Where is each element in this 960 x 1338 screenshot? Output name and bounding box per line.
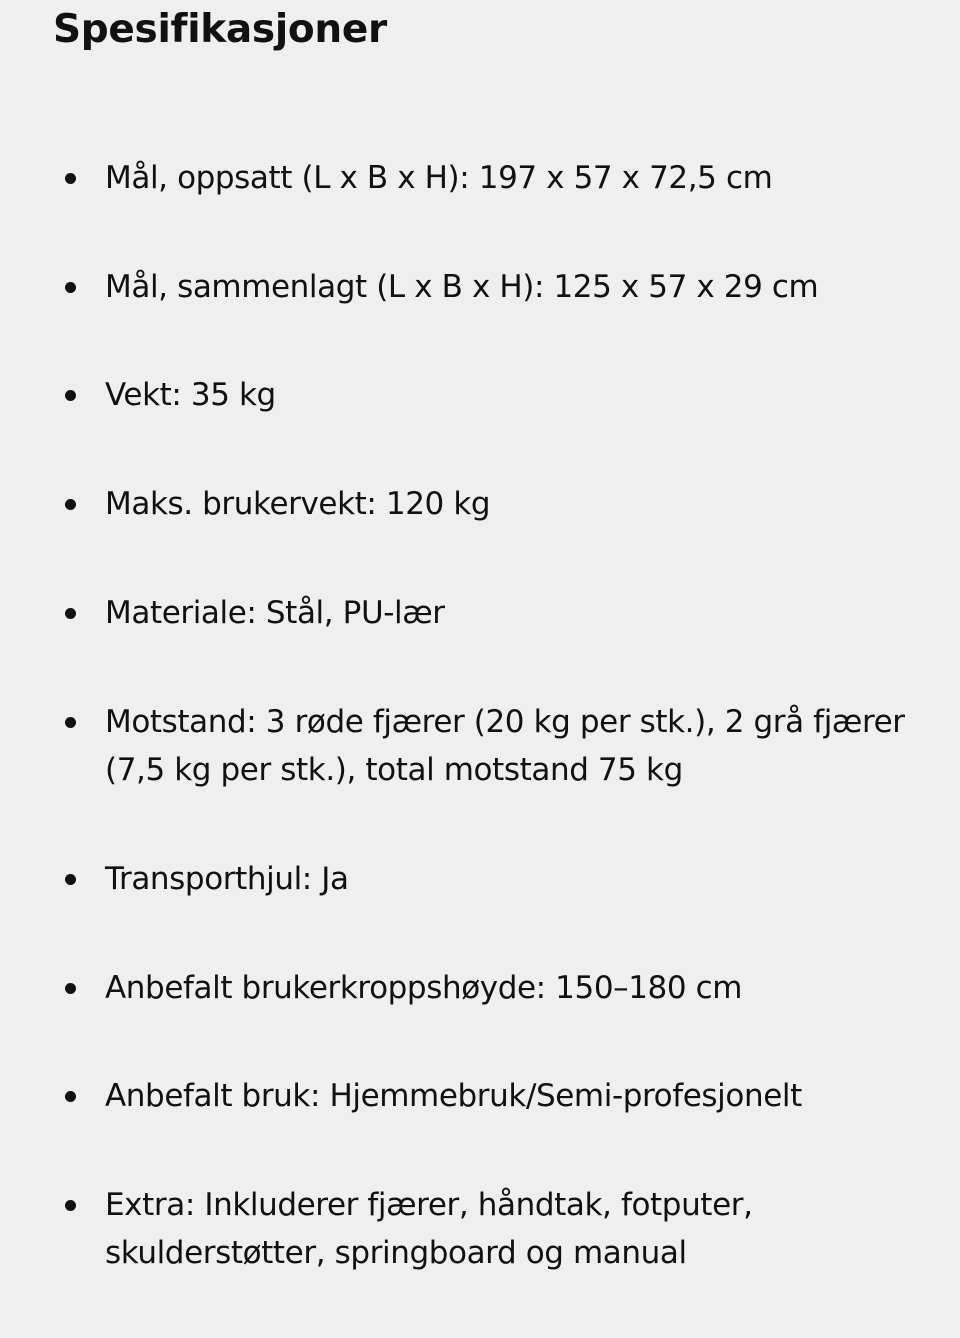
spec-text: Maks. brukervekt: 120 kg <box>105 486 491 522</box>
spec-text: Extra: Inkluderer fjærer, håndtak, fotputer, skulderstøtter, springboard og manual <box>105 1187 753 1271</box>
bullet-icon <box>65 499 76 510</box>
spec-text: Motstand: 3 røde fjærer (20 kg per stk.), 2 grå fjærer (7,5 kg per stk.), total motstand 75 kg <box>105 704 905 788</box>
bullet-icon <box>65 874 76 885</box>
spec-text: Vekt: 35 kg <box>105 377 276 413</box>
list-item <box>105 1072 925 1120</box>
bullet-icon <box>65 1200 76 1211</box>
list-item <box>105 371 925 419</box>
bullet-icon <box>65 282 76 293</box>
bullet-icon <box>65 717 76 728</box>
spec-text: Anbefalt brukerkroppshøyde: 150–180 cm <box>105 970 743 1006</box>
spec-text: Mål, oppsatt (L x B x H): 197 x 57 x 72,5 cm <box>105 160 773 196</box>
list-item <box>105 480 925 528</box>
list-item <box>105 154 925 202</box>
spec-text: Anbefalt bruk: Hjemmebruk/Semi-profesjonelt <box>105 1078 802 1114</box>
bullet-icon <box>65 1091 76 1102</box>
list-item <box>105 855 925 903</box>
section-title: Spesifikasjoner <box>53 7 387 52</box>
spec-text: Transporthjul: Ja <box>105 861 349 897</box>
bullet-icon <box>65 390 76 401</box>
spec-text: Mål, sammenlagt (L x B x H): 125 x 57 x 29 cm <box>105 269 819 305</box>
list-item <box>105 698 925 794</box>
spec-text: Materiale: Stål, PU-lær <box>105 595 445 631</box>
bullet-icon <box>65 608 76 619</box>
list-item <box>105 964 925 1012</box>
list-item <box>105 589 925 637</box>
list-item <box>105 1181 925 1277</box>
list-item <box>105 263 925 311</box>
bullet-icon <box>65 173 76 184</box>
bullet-icon <box>65 983 76 994</box>
